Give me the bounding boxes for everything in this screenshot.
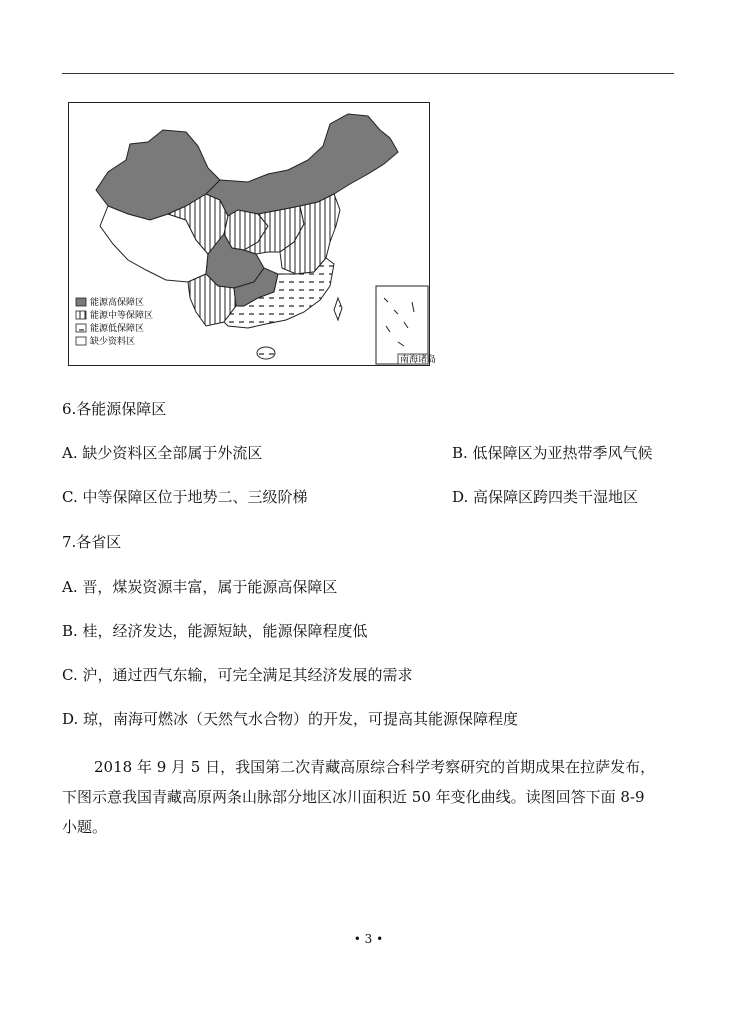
q7-option-d: D. 琼，南海可燃冰（天然气水合物）的开发，可提高其能源保障程度 xyxy=(62,710,519,728)
q7-option-c: C. 沪，通过西气东输，可完全满足其经济发展的需求 xyxy=(62,666,413,684)
inset-label: 南海诸岛 xyxy=(400,355,437,365)
intro-paragraph xyxy=(62,752,674,842)
china-energy-map xyxy=(68,102,437,366)
paragraph-line-1: 2018 年 9 月 5 日，我国第二次青藏高原综合科学考察研究的首期成果在拉萨发布， xyxy=(94,758,656,776)
legend-label-low: 能源低保障区 xyxy=(90,324,145,334)
legend-swatch-medium xyxy=(76,311,86,319)
legend-label-high: 能源高保障区 xyxy=(90,298,145,308)
q6-option-c: C. 中等保障区位于地势二、三级阶梯 xyxy=(62,488,308,506)
legend-swatch-high xyxy=(76,298,86,306)
question-7-title: 7.各省区 xyxy=(62,533,122,551)
south-sea-inset xyxy=(376,286,428,364)
paragraph-line-3: 小题。 xyxy=(62,818,108,836)
q6-option-a: A. 缺少资料区全部属于外流区 xyxy=(62,444,263,462)
q6-option-d: D. 高保障区跨四类干湿地区 xyxy=(452,488,639,506)
q7-option-b: B. 桂，经济发达，能源短缺，能源保障程度低 xyxy=(62,622,368,640)
legend-label-none: 缺少资料区 xyxy=(90,337,136,347)
region-hainan xyxy=(257,347,275,359)
q6-option-b: B. 低保障区为亚热带季风气候 xyxy=(452,444,653,462)
question-6-title: 6.各能源保障区 xyxy=(62,400,167,418)
page-number: • 3 • xyxy=(353,932,384,946)
paragraph-line-2: 下图示意我国青藏高原两条山脉部分地区冰川面积近 50 年变化曲线。读图回答下面 8-9 xyxy=(62,788,645,806)
legend-label-medium: 能源中等保障区 xyxy=(90,311,154,321)
legend-swatch-low xyxy=(76,324,86,332)
q7-option-a: A. 晋，煤炭资源丰富，属于能源高保障区 xyxy=(62,578,338,596)
legend-swatch-none xyxy=(76,337,86,345)
header-rule xyxy=(62,73,674,74)
